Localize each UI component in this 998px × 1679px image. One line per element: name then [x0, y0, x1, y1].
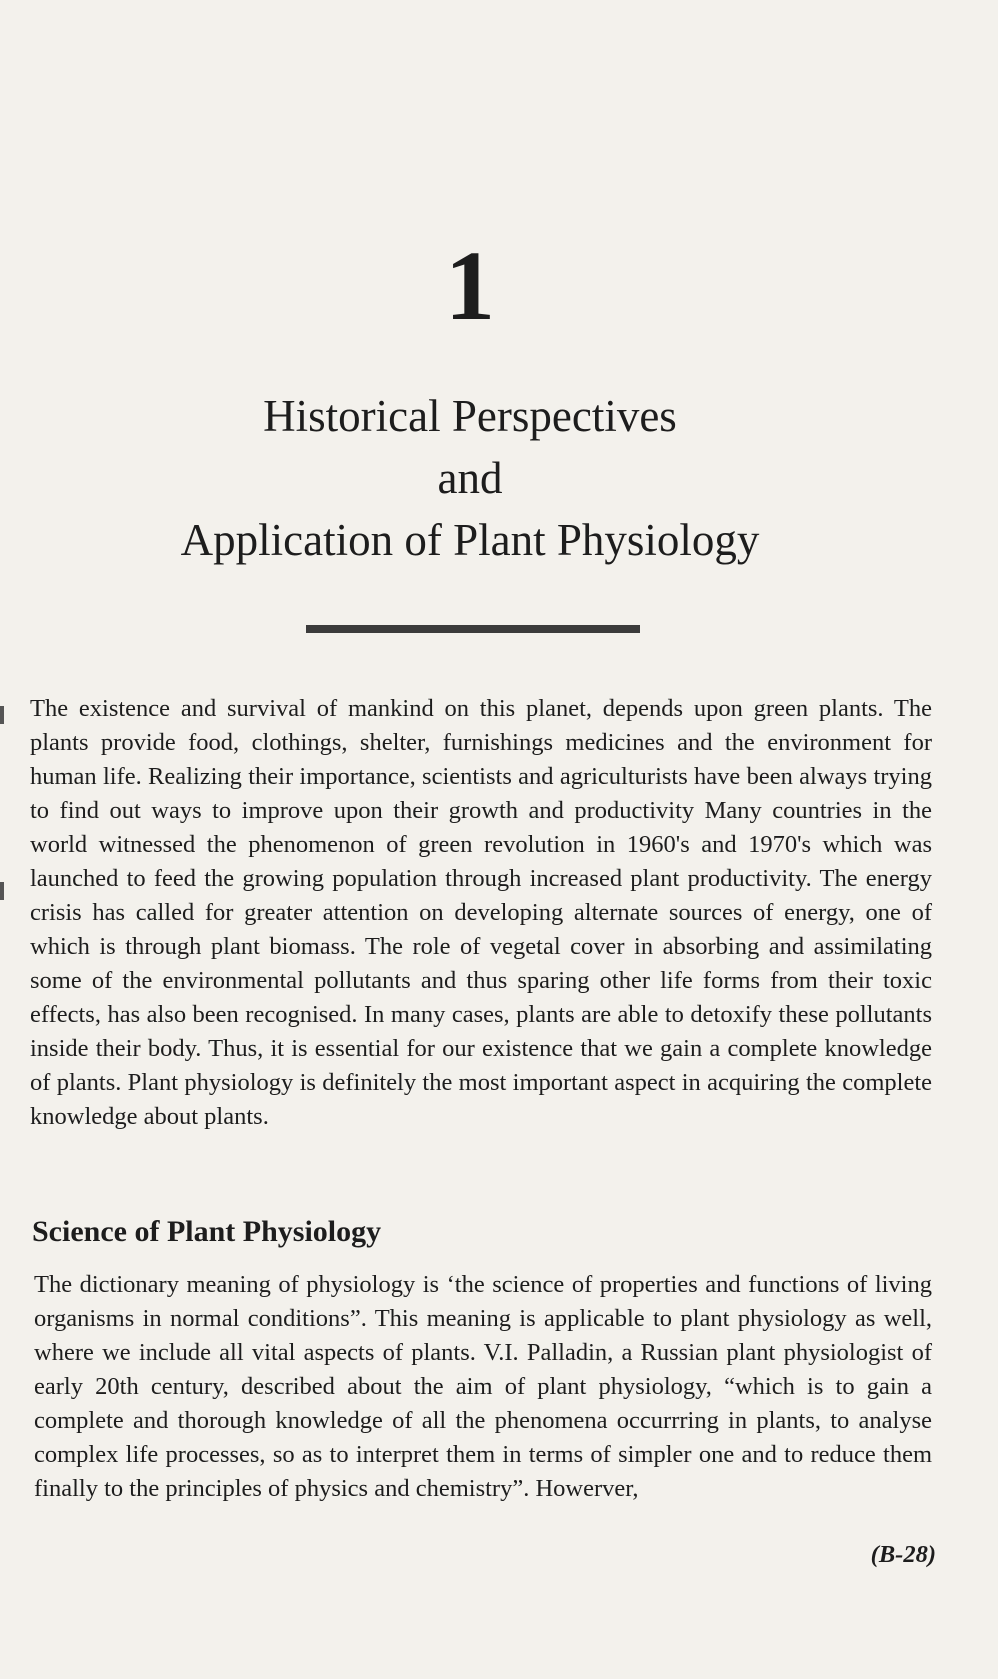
- chapter-number: 1: [445, 230, 495, 341]
- margin-mark: [0, 706, 4, 724]
- page-code: (B-28): [870, 1541, 936, 1568]
- chapter-title: [0, 385, 940, 571]
- chapter-title-line-3: Application of Plant Physiology: [180, 515, 760, 565]
- section-paragraph: The dictionary meaning of physiology is ‘the science of properties and functions of living organisms in normal conditions”. This meaning is applicable to plant physiology as well, where we include all vital aspects of plants. V.I. Palladin, a Russian plant physiologist of early 20th century, described about the aim of plant physiology, “which is to gain a complete and thorough knowledge of all the phenomena occurrring in plants, to analyse complex life processes, so as to interpret them in terms of simpler one and to reduce them finally to the principles of physics and chemistry”. Howerver,: [34, 1271, 932, 1502]
- chapter-title-line-1: Historical Perspectives: [263, 391, 677, 441]
- section-heading: Science of Plant Physiology: [32, 1215, 382, 1248]
- chapter-title-line-2: and: [437, 453, 503, 503]
- margin-mark: [0, 882, 4, 900]
- title-divider-rule: [306, 625, 640, 633]
- intro-paragraph: The existence and survival of mankind on this planet, depends upon green plants. The plants provide food, clothings, shelter, furnishings medicines and the environment for human life. Realizing their importance, scientists and agriculturists have been always trying to find out ways to improve upon their growth and productivity Many countries in the world witnessed the phenomenon of green revolution in 1960's and 1970's which was launched to feed the growing population through increased plant productivity. The energy crisis has called for greater attention on developing alternate sources of energy, one of which is through plant biomass. The role of vegetal cover in absorbing and assimilating some of the environmental pollutants and thus sparing other life forms from their toxic effects, has also been recognised. In many cases, plants are able to detoxify these pollutants inside their body. Thus, it is essential for our existence that we gain a complete knowledge of plants. Plant physiology is definitely the most important aspect in acquiring the complete knowledge about plants.: [30, 695, 932, 1130]
